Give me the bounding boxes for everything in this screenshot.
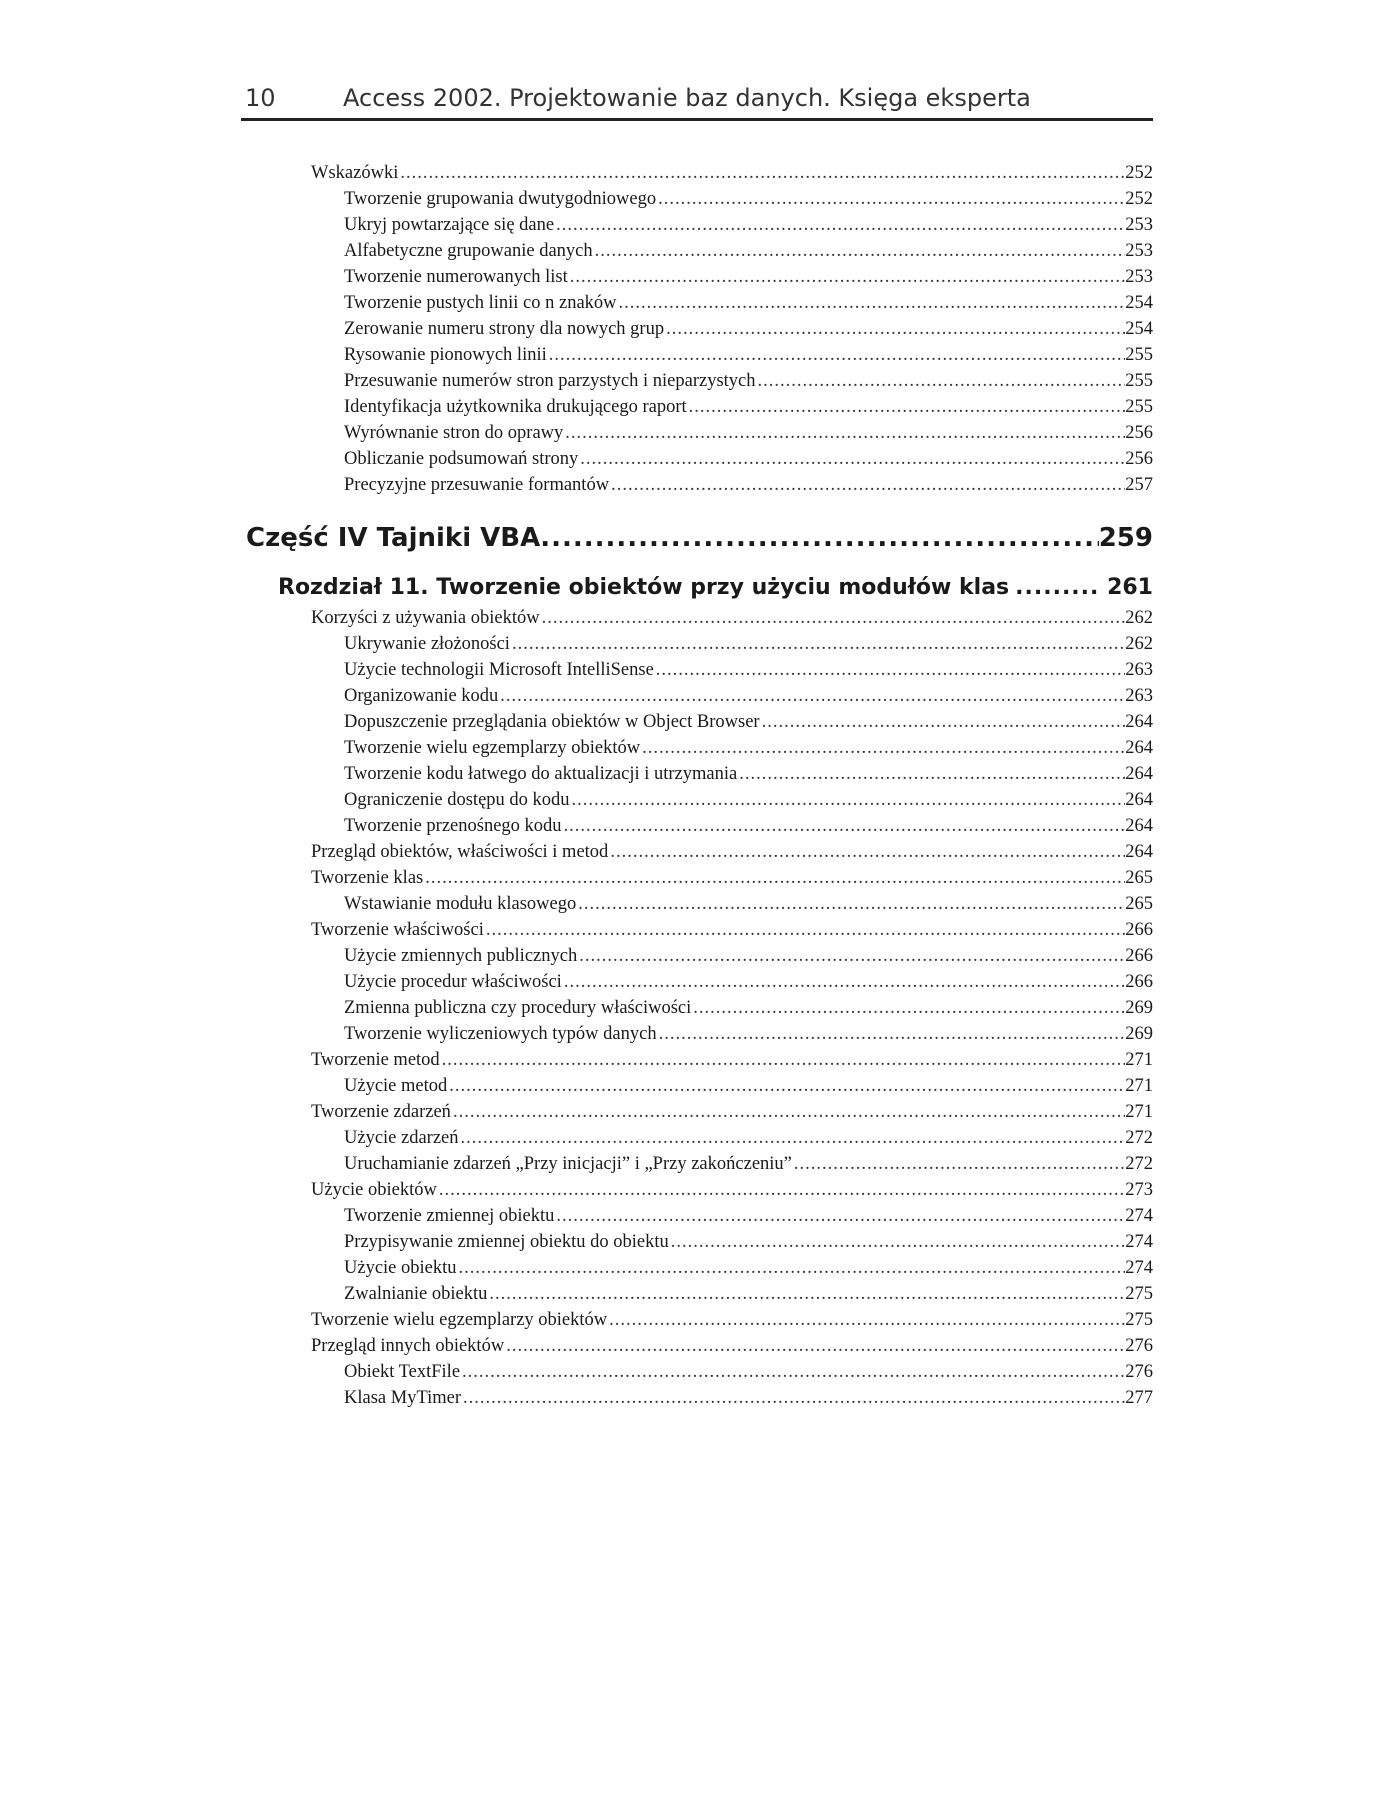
dot-leader bbox=[400, 161, 1125, 185]
toc-entry-title: Zwalnianie obiektu bbox=[344, 1284, 488, 1304]
toc-entry bbox=[311, 840, 1153, 864]
toc-entry-page: 253 bbox=[1125, 267, 1153, 287]
part-heading-page: 259 bbox=[1098, 523, 1153, 553]
toc-entry-title: Użycie obiektu bbox=[344, 1258, 457, 1278]
dot-leader bbox=[739, 762, 1125, 786]
toc-entry-title: Zerowanie numeru strony dla nowych grup bbox=[344, 319, 665, 339]
dot-leader bbox=[459, 1256, 1126, 1280]
toc-entry-title: Przegląd innych obiektów bbox=[311, 1336, 505, 1356]
toc-entry-page: 264 bbox=[1125, 764, 1153, 784]
dot-leader bbox=[1009, 575, 1099, 600]
toc-entry-title: Tworzenie numerowanych list bbox=[344, 267, 568, 287]
toc-entry bbox=[344, 343, 1153, 367]
toc-entry-title: Wstawianie modułu klasowego bbox=[344, 894, 577, 914]
toc-entry-title: Ograniczenie dostępu do kodu bbox=[344, 790, 570, 810]
dot-leader bbox=[609, 1308, 1125, 1332]
toc-entry bbox=[344, 473, 1153, 497]
dot-leader bbox=[556, 1204, 1125, 1228]
dot-leader bbox=[619, 291, 1126, 315]
dot-leader bbox=[666, 317, 1125, 341]
toc-entry-title: Klasa MyTimer bbox=[344, 1388, 461, 1408]
toc-entry bbox=[344, 1230, 1153, 1254]
toc-entry bbox=[344, 788, 1153, 812]
toc-entry-page: 252 bbox=[1125, 189, 1153, 209]
toc-entry-page: 269 bbox=[1125, 998, 1153, 1018]
toc-entry bbox=[311, 1308, 1153, 1332]
toc-entry-page: 277 bbox=[1125, 1388, 1153, 1408]
toc-entry-title: Tworzenie zdarzeń bbox=[311, 1102, 451, 1122]
toc-entry bbox=[311, 1100, 1153, 1124]
dot-leader bbox=[671, 1230, 1126, 1254]
toc-entry bbox=[311, 1334, 1153, 1358]
toc-entry bbox=[344, 996, 1153, 1020]
toc-entry bbox=[344, 710, 1153, 734]
dot-leader bbox=[578, 892, 1125, 916]
running-header bbox=[241, 82, 1153, 121]
dot-leader bbox=[439, 1178, 1125, 1202]
toc-entry bbox=[344, 1204, 1153, 1228]
dot-leader bbox=[461, 1126, 1126, 1150]
toc-entry bbox=[344, 684, 1153, 708]
toc-entry-title: Tworzenie wyliczeniowych typów danych bbox=[344, 1024, 657, 1044]
toc-entry-title: Tworzenie grupowania dwutygodniowego bbox=[344, 189, 657, 209]
toc-entry-page: 263 bbox=[1125, 660, 1153, 680]
toc-entry-page: 266 bbox=[1125, 920, 1153, 940]
dot-leader bbox=[556, 213, 1125, 237]
toc-entry-page: 276 bbox=[1125, 1362, 1153, 1382]
toc-entry-title: Alfabetyczne grupowanie danych bbox=[344, 241, 593, 261]
toc-entry bbox=[311, 866, 1153, 890]
toc-entry bbox=[344, 213, 1153, 237]
toc-entry bbox=[344, 658, 1153, 682]
dot-leader bbox=[512, 632, 1125, 656]
toc-entry bbox=[311, 918, 1153, 942]
dot-leader bbox=[540, 523, 1099, 553]
toc-entry-title: Obliczanie podsumowań strony bbox=[344, 449, 579, 469]
toc-entry-page: 271 bbox=[1125, 1050, 1153, 1070]
dot-leader bbox=[449, 1074, 1125, 1098]
toc-entry bbox=[311, 1048, 1153, 1072]
toc-entry-page: 275 bbox=[1125, 1284, 1153, 1304]
toc-entry-title: Użycie procedur właściwości bbox=[344, 972, 562, 992]
toc-entry-title: Przypisywanie zmiennej obiektu do obiektu bbox=[344, 1232, 669, 1252]
dot-leader bbox=[595, 239, 1126, 263]
dot-leader bbox=[564, 814, 1126, 838]
dot-leader bbox=[462, 1360, 1125, 1384]
dot-leader bbox=[564, 970, 1125, 994]
toc-entry-page: 276 bbox=[1125, 1336, 1153, 1356]
dot-leader bbox=[758, 369, 1126, 393]
toc-entry bbox=[344, 1256, 1153, 1280]
toc-entry-page: 255 bbox=[1125, 397, 1153, 417]
toc-entry-title: Uruchamianie zdarzeń „Przy inicjacji” i „Przy zakończeniu” bbox=[344, 1154, 792, 1174]
chapter-heading-page: 261 bbox=[1107, 575, 1153, 600]
toc-entry-title: Ukrywanie złożoności bbox=[344, 634, 510, 654]
toc-entry-page: 269 bbox=[1125, 1024, 1153, 1044]
toc-entry-page: 274 bbox=[1125, 1232, 1153, 1252]
dot-leader bbox=[565, 421, 1125, 445]
toc-entry bbox=[344, 1152, 1153, 1176]
toc-entry bbox=[344, 265, 1153, 289]
toc-entry-title: Organizowanie kodu bbox=[344, 686, 499, 706]
dot-leader bbox=[659, 1022, 1126, 1046]
toc-entry-title: Użycie obiektów bbox=[311, 1180, 437, 1200]
dot-leader bbox=[506, 1334, 1125, 1358]
toc-entry bbox=[344, 1126, 1153, 1150]
toc-entry bbox=[344, 421, 1153, 445]
toc-entry-title: Identyfikacja użytkownika drukującego raport bbox=[344, 397, 687, 417]
toc-entry-page: 254 bbox=[1125, 319, 1153, 339]
toc-entry-page: 266 bbox=[1125, 946, 1153, 966]
chapter-heading-label: Rozdział 11. Tworzenie obiektów przy użyciu modułów klas bbox=[278, 575, 1010, 600]
toc-entry-title: Obiekt TextFile bbox=[344, 1362, 461, 1382]
toc-entry bbox=[344, 762, 1153, 786]
dot-leader bbox=[656, 658, 1125, 682]
toc-entry-page: 274 bbox=[1125, 1206, 1153, 1226]
toc-entry-page: 255 bbox=[1125, 371, 1153, 391]
toc-entry bbox=[344, 944, 1153, 968]
toc-entry-page: 265 bbox=[1125, 868, 1153, 888]
toc-entry bbox=[344, 369, 1153, 393]
toc-entry-page: 256 bbox=[1125, 423, 1153, 443]
toc-entry-page: 271 bbox=[1125, 1102, 1153, 1122]
toc-entry-title: Tworzenie właściwości bbox=[311, 920, 484, 940]
dot-leader bbox=[642, 736, 1125, 760]
toc-entry bbox=[344, 291, 1153, 315]
toc-entry-page: 263 bbox=[1125, 686, 1153, 706]
toc-entry bbox=[344, 317, 1153, 341]
toc-entry-page: 265 bbox=[1125, 894, 1153, 914]
toc-entry-page: 272 bbox=[1125, 1128, 1153, 1148]
toc-entry bbox=[344, 814, 1153, 838]
toc-entry bbox=[344, 1074, 1153, 1098]
toc-entry-page: 255 bbox=[1125, 345, 1153, 365]
toc-entry-title: Dopuszczenie przeglądania obiektów w Object Browser bbox=[344, 712, 760, 732]
toc-entry-page: 264 bbox=[1125, 790, 1153, 810]
toc-entry-page: 256 bbox=[1125, 449, 1153, 469]
toc-entry-title: Tworzenie kodu łatwego do aktualizacji i utrzymania bbox=[344, 764, 738, 784]
toc-entry-title: Przesuwanie numerów stron parzystych i nieparzystych bbox=[344, 371, 756, 391]
toc-entry-title: Precyzyjne przesuwanie formantów bbox=[344, 475, 610, 495]
toc-entry-title: Wyrównanie stron do oprawy bbox=[344, 423, 564, 443]
part-heading bbox=[246, 523, 1153, 561]
dot-leader bbox=[693, 996, 1125, 1020]
dot-leader bbox=[463, 1386, 1125, 1410]
toc-entry bbox=[311, 1178, 1153, 1202]
dot-leader bbox=[453, 1100, 1125, 1124]
toc-entry-page: 272 bbox=[1125, 1154, 1153, 1174]
toc-entry-title: Korzyści z używania obiektów bbox=[311, 608, 540, 628]
toc-entry-page: 275 bbox=[1125, 1310, 1153, 1330]
toc-entry bbox=[344, 187, 1153, 211]
toc-entry-page: 264 bbox=[1125, 816, 1153, 836]
toc-entry bbox=[311, 606, 1153, 630]
dot-leader bbox=[442, 1048, 1126, 1072]
toc-entry-title: Rysowanie pionowych linii bbox=[344, 345, 547, 365]
dot-leader bbox=[610, 840, 1125, 864]
dot-leader bbox=[611, 473, 1125, 497]
toc-entry-page: 273 bbox=[1125, 1180, 1153, 1200]
toc-entry-page: 264 bbox=[1125, 842, 1153, 862]
dot-leader bbox=[542, 606, 1126, 630]
toc-entry bbox=[344, 1386, 1153, 1410]
toc-entry bbox=[344, 1022, 1153, 1046]
toc-entry-page: 264 bbox=[1125, 712, 1153, 732]
toc-entry-page: 253 bbox=[1125, 215, 1153, 235]
dot-leader bbox=[489, 1282, 1125, 1306]
dot-leader bbox=[689, 395, 1126, 419]
dot-leader bbox=[425, 866, 1125, 890]
toc-entry-title: Użycie technologii Microsoft IntelliSense bbox=[344, 660, 654, 680]
toc-entry-title: Zmienna publiczna czy procedury właściwości bbox=[344, 998, 692, 1018]
toc-entry bbox=[311, 161, 1153, 185]
toc-entry-title: Użycie zdarzeń bbox=[344, 1128, 459, 1148]
toc-entry bbox=[344, 892, 1153, 916]
dot-leader bbox=[658, 187, 1125, 211]
dot-leader bbox=[579, 944, 1125, 968]
toc-entry bbox=[344, 970, 1153, 994]
toc-entry-page: 262 bbox=[1125, 634, 1153, 654]
dot-leader bbox=[549, 343, 1126, 367]
toc-entry-page: 252 bbox=[1125, 163, 1153, 183]
toc-entry-title: Tworzenie pustych linii co n znaków bbox=[344, 293, 617, 313]
toc-entry-title: Tworzenie przenośnego kodu bbox=[344, 816, 562, 836]
dot-leader bbox=[762, 710, 1126, 734]
toc-entry bbox=[344, 239, 1153, 263]
toc-entry-title: Tworzenie zmiennej obiektu bbox=[344, 1206, 555, 1226]
toc-entry-page: 257 bbox=[1125, 475, 1153, 495]
dot-leader bbox=[572, 788, 1126, 812]
toc-entry-title: Ukryj powtarzające się dane bbox=[344, 215, 555, 235]
toc-entry-title: Użycie metod bbox=[344, 1076, 448, 1096]
part-heading-label: Część IV Tajniki VBA bbox=[246, 523, 541, 553]
toc-entry-title: Tworzenie wielu egzemplarzy obiektów bbox=[344, 738, 641, 758]
toc-entry-title: Tworzenie klas bbox=[311, 868, 424, 888]
toc-entry-title: Użycie zmiennych publicznych bbox=[344, 946, 578, 966]
toc-entry bbox=[344, 1282, 1153, 1306]
page-number: 10 bbox=[245, 84, 276, 112]
dot-leader bbox=[794, 1152, 1125, 1176]
toc-entry bbox=[344, 632, 1153, 656]
toc-entry bbox=[344, 1360, 1153, 1384]
toc-entry-page: 266 bbox=[1125, 972, 1153, 992]
dot-leader bbox=[580, 447, 1125, 471]
book-title: Access 2002. Projektowanie baz danych. Księga eksperta bbox=[343, 84, 1031, 112]
toc-entry-title: Tworzenie metod bbox=[311, 1050, 440, 1070]
toc-entry-page: 253 bbox=[1125, 241, 1153, 261]
toc-entry-title: Przegląd obiektów, właściwości i metod bbox=[311, 842, 609, 862]
toc-entry-page: 271 bbox=[1125, 1076, 1153, 1096]
toc-entry-page: 254 bbox=[1125, 293, 1153, 313]
toc-entry-page: 274 bbox=[1125, 1258, 1153, 1278]
dot-leader bbox=[570, 265, 1126, 289]
toc-entry-page: 264 bbox=[1125, 738, 1153, 758]
dot-leader bbox=[500, 684, 1125, 708]
toc-entry bbox=[344, 395, 1153, 419]
toc-entry bbox=[344, 736, 1153, 760]
toc-entry-title: Wskazówki bbox=[311, 163, 399, 183]
toc-entry bbox=[344, 447, 1153, 471]
toc-entry-page: 262 bbox=[1125, 608, 1153, 628]
chapter-heading bbox=[278, 575, 1153, 607]
toc-entry-title: Tworzenie wielu egzemplarzy obiektów bbox=[311, 1310, 608, 1330]
dot-leader bbox=[486, 918, 1125, 942]
